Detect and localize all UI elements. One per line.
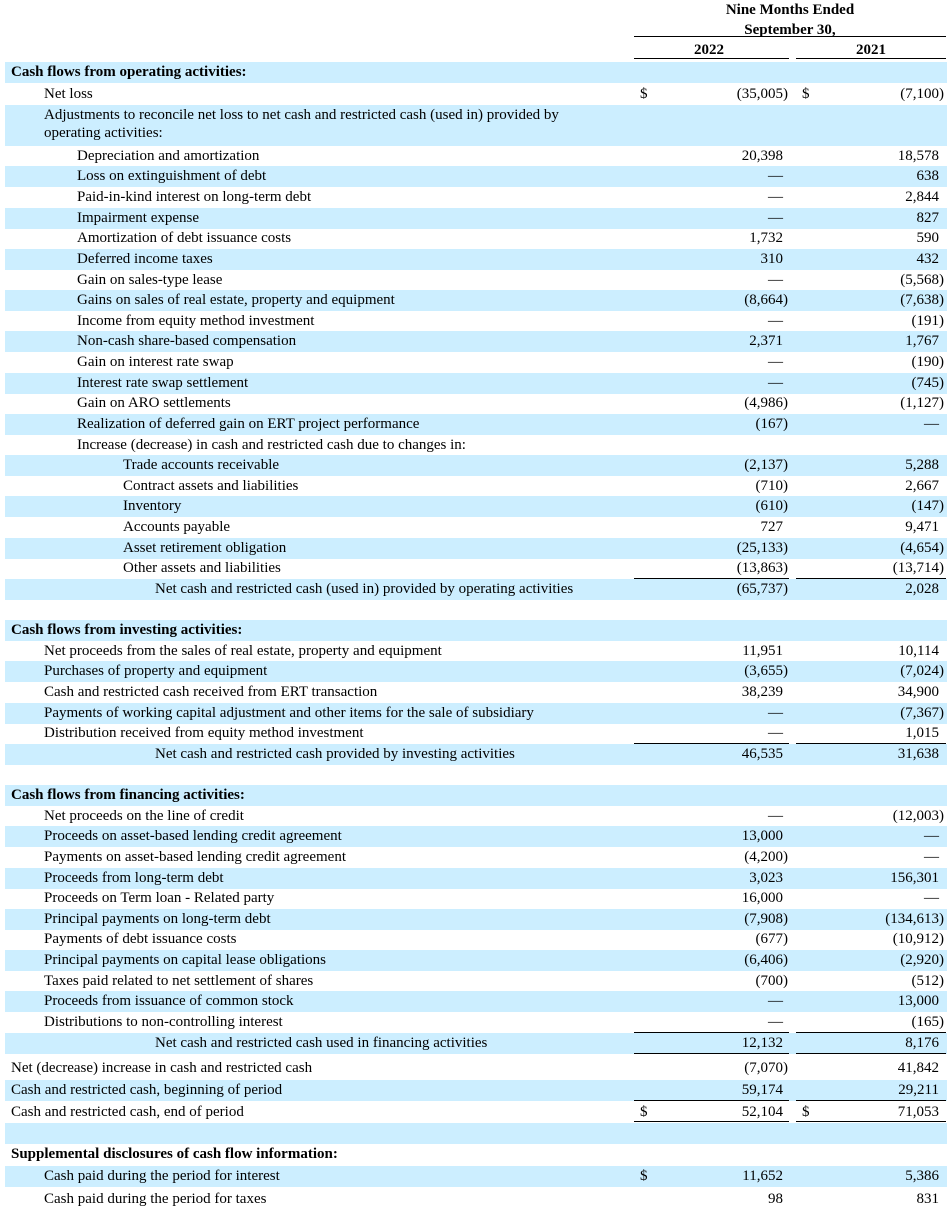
value-2022: 12,132: [741, 1035, 783, 1051]
value-2022: —: [768, 210, 783, 226]
row-label: Cash flows from operating activities:: [11, 64, 247, 80]
value-2021: —: [924, 890, 939, 906]
row-label: Taxes paid related to net settlement of shares: [44, 973, 314, 989]
table-row: [5, 476, 947, 497]
table-row: [5, 1189, 947, 1210]
dollar-sign-2022: $: [640, 1168, 648, 1184]
value-2022: 98: [768, 1191, 783, 1207]
table-row: [5, 1102, 947, 1123]
value-2021: 2,844: [905, 189, 939, 205]
value-2022: 59,174: [741, 1082, 783, 1098]
row-label: Increase (decrease) in cash and restricted cash due to changes in:: [77, 437, 466, 453]
value-2021: (134,613): [885, 911, 944, 927]
period-title: Nine Months Ended: [725, 2, 855, 18]
spacer-row: [5, 765, 947, 786]
table-row: [5, 847, 947, 868]
row-label: Gain on sales-type lease: [77, 272, 223, 288]
row-label: Payments on asset-based lending credit agreement: [44, 849, 346, 865]
value-2021: 638: [916, 168, 939, 184]
table-row: [5, 62, 947, 83]
value-2021: (10,912): [892, 931, 944, 947]
table-row: [5, 1080, 947, 1101]
table-row: [5, 435, 947, 456]
value-2022: —: [768, 272, 783, 288]
table-row: [5, 703, 947, 724]
table-row: [5, 538, 947, 559]
value-2022: —: [768, 189, 783, 205]
value-2021: 29,211: [898, 1082, 939, 1098]
table-row: [5, 1144, 947, 1165]
row-label: Deferred income taxes: [77, 251, 213, 267]
value-2021: 5,386: [905, 1168, 939, 1184]
table-row: [5, 311, 947, 332]
table-row: [5, 723, 947, 744]
row-label: Gain on ARO settlements: [77, 395, 231, 411]
value-2022: (710): [755, 478, 788, 494]
table-row: [5, 84, 947, 105]
row-label: Gain on interest rate swap: [77, 354, 234, 370]
value-2021: (147): [911, 498, 944, 514]
value-2021: (7,367): [900, 705, 944, 721]
dollar-sign-2021: $: [802, 86, 810, 102]
value-2022: (4,986): [744, 395, 788, 411]
table-row: [5, 146, 947, 167]
row-label: Inventory: [123, 498, 182, 514]
year-2022-header: 2022: [694, 42, 724, 58]
row-label: Proceeds from long-term debt: [44, 870, 224, 886]
table-row: [5, 290, 947, 311]
table-row: [5, 105, 947, 146]
value-2022: (7,070): [744, 1060, 788, 1076]
table-row: [5, 641, 947, 662]
row-label: Depreciation and amortization: [77, 148, 260, 164]
value-2021: 590: [916, 230, 939, 246]
table-row: [5, 1033, 947, 1054]
value-2021: 5,288: [905, 457, 939, 473]
value-2022: —: [768, 313, 783, 329]
value-2021: 432: [916, 251, 939, 267]
value-2021: (190): [911, 354, 944, 370]
value-2022: —: [768, 375, 783, 391]
value-2022: (677): [755, 931, 788, 947]
value-2021: (1,127): [900, 395, 944, 411]
value-2021: 10,114: [898, 643, 939, 659]
value-2021: 13,000: [897, 993, 939, 1009]
value-2021: (745): [911, 375, 944, 391]
value-2021: (7,024): [900, 663, 944, 679]
row-label: Asset retirement obligation: [123, 540, 287, 556]
value-2022: (2,137): [744, 457, 788, 473]
table-row: [5, 661, 947, 682]
value-2022: —: [768, 1014, 783, 1030]
row-label: Proceeds on asset-based lending credit agreement: [44, 828, 342, 844]
value-2022: (7,908): [744, 911, 788, 927]
subtotal-rule-2022: [634, 1053, 789, 1054]
row-label: Net cash and restricted cash used in financing activities: [155, 1035, 488, 1051]
year-2021-header: 2021: [856, 42, 886, 58]
row-label: Other assets and liabilities: [123, 560, 281, 576]
dollar-sign-2021: $: [802, 1104, 810, 1120]
value-2022: 20,398: [741, 148, 783, 164]
value-2021: —: [924, 416, 939, 432]
row-label: Accounts payable: [123, 519, 231, 535]
table-row: [5, 579, 947, 600]
value-2021: 2,667: [905, 478, 939, 494]
table-row: [5, 414, 947, 435]
value-2021: 827: [916, 210, 939, 226]
value-2021: 831: [916, 1191, 939, 1207]
row-label: Cash and restricted cash, beginning of period: [11, 1082, 283, 1098]
table-row: [5, 929, 947, 950]
value-2021: (5,568): [900, 272, 944, 288]
row-label: Principal payments on capital lease obligations: [44, 952, 327, 968]
table-row: [5, 620, 947, 641]
table-row: [5, 393, 947, 414]
header-rule: [634, 36, 946, 37]
row-label: Distributions to non-controlling interest: [44, 1014, 283, 1030]
value-2021: 1,015: [905, 725, 939, 741]
table-row: [5, 806, 947, 827]
value-2022: (3,655): [744, 663, 788, 679]
row-label: Interest rate swap settlement: [77, 375, 249, 391]
row-label: Cash paid during the period for interest: [44, 1168, 280, 1184]
value-2022: 727: [760, 519, 783, 535]
value-2021: 34,900: [897, 684, 939, 700]
value-2021: (12,003): [892, 808, 944, 824]
value-2022: (700): [755, 973, 788, 989]
value-2022: 52,104: [741, 1104, 783, 1120]
dollar-sign-2022: $: [640, 86, 648, 102]
row-label: Net proceeds on the line of credit: [44, 808, 244, 824]
table-row: [5, 373, 947, 394]
value-2022: 3,023: [749, 870, 783, 886]
value-2021: (4,654): [900, 540, 944, 556]
row-label: Cash flows from financing activities:: [11, 787, 245, 803]
row-label: Proceeds on Term loan - Related party: [44, 890, 275, 906]
row-label: Income from equity method investment: [77, 313, 315, 329]
value-2022: 1,732: [749, 230, 783, 246]
value-2021: (13,714): [892, 560, 944, 576]
value-2021: (512): [911, 973, 944, 989]
value-2022: —: [768, 725, 783, 741]
row-label: Contract assets and liabilities: [123, 478, 299, 494]
value-2021: (2,920): [900, 952, 944, 968]
row-label: Gains on sales of real estate, property and equipment: [77, 292, 395, 308]
table-row: [5, 682, 947, 703]
value-2022: 2,371: [749, 333, 783, 349]
spacer-row: [5, 600, 947, 621]
table-row: [5, 744, 947, 765]
value-2021: 156,301: [890, 870, 939, 886]
table-row: [5, 991, 947, 1012]
row-label-continuation: operating activities:: [44, 125, 163, 141]
value-2021: (7,100): [900, 86, 944, 102]
row-label: Non-cash share-based compensation: [77, 333, 297, 349]
value-2021: (191): [911, 313, 944, 329]
row-label: Proceeds from issuance of common stock: [44, 993, 294, 1009]
table-row: [5, 270, 947, 291]
table-row: [5, 888, 947, 909]
table-row: [5, 1058, 947, 1079]
spacer-row: [5, 1123, 947, 1144]
value-2022: (65,737): [736, 581, 788, 597]
row-label: Net proceeds from the sales of real estate, property and equipment: [44, 643, 442, 659]
table-row: [5, 331, 947, 352]
row-label: Purchases of property and equipment: [44, 663, 268, 679]
value-2022: (25,133): [736, 540, 788, 556]
value-2022: 13,000: [741, 828, 783, 844]
value-2021: —: [924, 849, 939, 865]
subtotal-rule-2021: [796, 1053, 946, 1054]
value-2022: —: [768, 705, 783, 721]
table-row: [5, 496, 947, 517]
value-2021: 2,028: [905, 581, 939, 597]
value-2022: (8,664): [744, 292, 788, 308]
year-2021-rule: [796, 58, 946, 59]
value-2022: 38,239: [741, 684, 783, 700]
table-row: [5, 1012, 947, 1033]
table-row: [5, 1166, 947, 1187]
value-2021: 71,053: [897, 1104, 939, 1120]
value-2022: —: [768, 993, 783, 1009]
row-label: Principal payments on long-term debt: [44, 911, 271, 927]
subtotal-rule-2021: [796, 1100, 946, 1101]
value-2022: 11,951: [742, 643, 783, 659]
table-row: [5, 166, 947, 187]
row-label: Supplemental disclosures of cash flow information:: [11, 1146, 338, 1162]
value-2022: (167): [755, 416, 788, 432]
row-label: Cash paid during the period for taxes: [44, 1191, 267, 1207]
row-label: Adjustments to reconcile net loss to net cash and restricted cash (used in) provided by: [44, 107, 559, 123]
table-row: [5, 971, 947, 992]
value-2021: 18,578: [897, 148, 939, 164]
table-row: [5, 826, 947, 847]
value-2022: 16,000: [741, 890, 783, 906]
value-2022: 310: [760, 251, 783, 267]
period-subtitle: September 30,: [744, 22, 836, 36]
row-label: Paid-in-kind interest on long-term debt: [77, 189, 312, 205]
row-label: Net loss: [44, 86, 93, 102]
dollar-sign-2022: $: [640, 1104, 648, 1120]
table-row: [5, 455, 947, 476]
subtotal-rule-2022: [634, 1100, 789, 1101]
table-row: [5, 187, 947, 208]
row-label: Loss on extinguishment of debt: [77, 168, 267, 184]
value-2022: (13,863): [736, 560, 788, 576]
value-2021: —: [924, 828, 939, 844]
value-2022: 11,652: [742, 1168, 783, 1184]
value-2022: —: [768, 168, 783, 184]
row-label: Trade accounts receivable: [123, 457, 280, 473]
value-2022: (610): [755, 498, 788, 514]
value-2021: 8,176: [905, 1035, 939, 1051]
value-2021: 9,471: [905, 519, 939, 535]
value-2022: 46,535: [741, 746, 783, 762]
year-2022-rule: [634, 58, 789, 59]
row-label: Amortization of debt issuance costs: [77, 230, 292, 246]
row-label: Net (decrease) increase in cash and restricted cash: [11, 1060, 313, 1076]
value-2022: (6,406): [744, 952, 788, 968]
value-2022: (4,200): [744, 849, 788, 865]
row-label: Payments of debt issuance costs: [44, 931, 237, 947]
value-2021: 1,767: [905, 333, 939, 349]
table-row: [5, 950, 947, 971]
value-2022: —: [768, 808, 783, 824]
table-row: [5, 785, 947, 806]
row-label: Net cash and restricted cash (used in) provided by operating activities: [155, 581, 574, 597]
row-label: Cash and restricted cash, end of period: [11, 1104, 244, 1120]
table-row: [5, 208, 947, 229]
value-2022: (35,005): [736, 86, 788, 102]
value-2021: 41,842: [897, 1060, 939, 1076]
table-row: [5, 868, 947, 889]
row-label: Distribution received from equity method investment: [44, 725, 364, 741]
row-label: Cash and restricted cash received from ERT transaction: [44, 684, 378, 700]
row-label: Impairment expense: [77, 210, 200, 226]
table-row: [5, 352, 947, 373]
row-label: Realization of deferred gain on ERT project performance: [77, 416, 420, 432]
row-label: Net cash and restricted cash provided by investing activities: [155, 746, 515, 762]
table-row: [5, 228, 947, 249]
table-row: [5, 909, 947, 930]
table-row: [5, 249, 947, 270]
value-2021: (7,638): [900, 292, 944, 308]
table-row: [5, 517, 947, 538]
row-label: Payments of working capital adjustment and other items for the sale of subsidiary: [44, 705, 534, 721]
table-row: [5, 558, 947, 579]
value-2022: —: [768, 354, 783, 370]
value-2021: 31,638: [897, 746, 939, 762]
row-label: Cash flows from investing activities:: [11, 622, 243, 638]
value-2021: (165): [911, 1014, 944, 1030]
